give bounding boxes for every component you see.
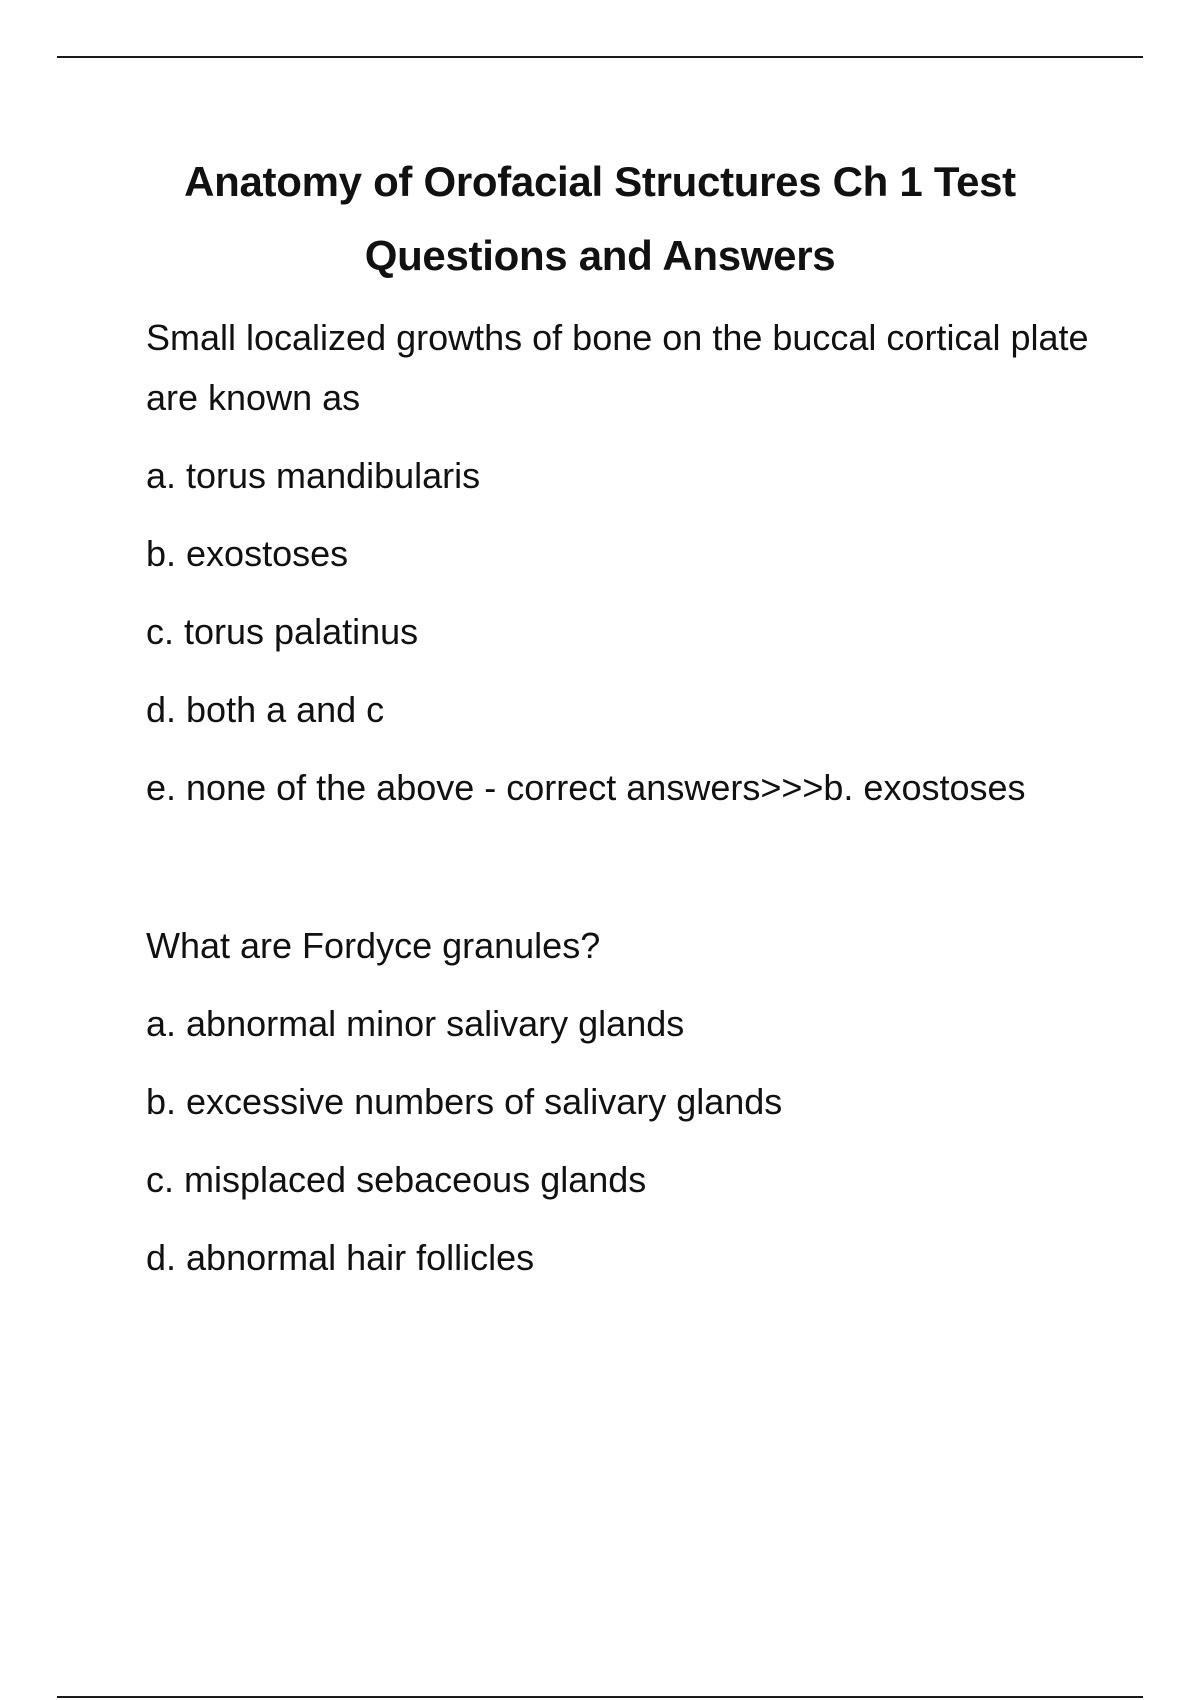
top-divider (57, 56, 1143, 58)
title-line-2: Questions and Answers (364, 232, 836, 279)
answer-option: d. abnormal hair follicles (146, 1237, 535, 1278)
title-line-1: Anatomy of Orofacial Structures Ch 1 Test (184, 158, 1016, 205)
question-stem: What are Fordyce granules? (146, 925, 601, 966)
answer-option: c. torus palatinus (146, 611, 419, 652)
page-title (100, 145, 1100, 293)
answer-option: a. torus mandibularis (146, 455, 481, 496)
answer-option: b. excessive numbers of salivary glands (146, 1081, 783, 1122)
answer-option: a. abnormal minor salivary glands (146, 1003, 685, 1044)
question-1 (146, 308, 1106, 818)
answer-option-with-answer: e. none of the above - correct answers>>>b. exostoses (146, 767, 1026, 808)
answer-option: b. exostoses (146, 533, 349, 574)
question-stem: Small localized growths of bone on the buccal cortical plate are known as (146, 317, 1089, 418)
bottom-divider (57, 1696, 1143, 1698)
document-body (146, 308, 1106, 1288)
answer-option: d. both a and c (146, 689, 385, 730)
question-2 (146, 916, 1106, 1288)
answer-option: c. misplaced sebaceous glands (146, 1159, 647, 1200)
